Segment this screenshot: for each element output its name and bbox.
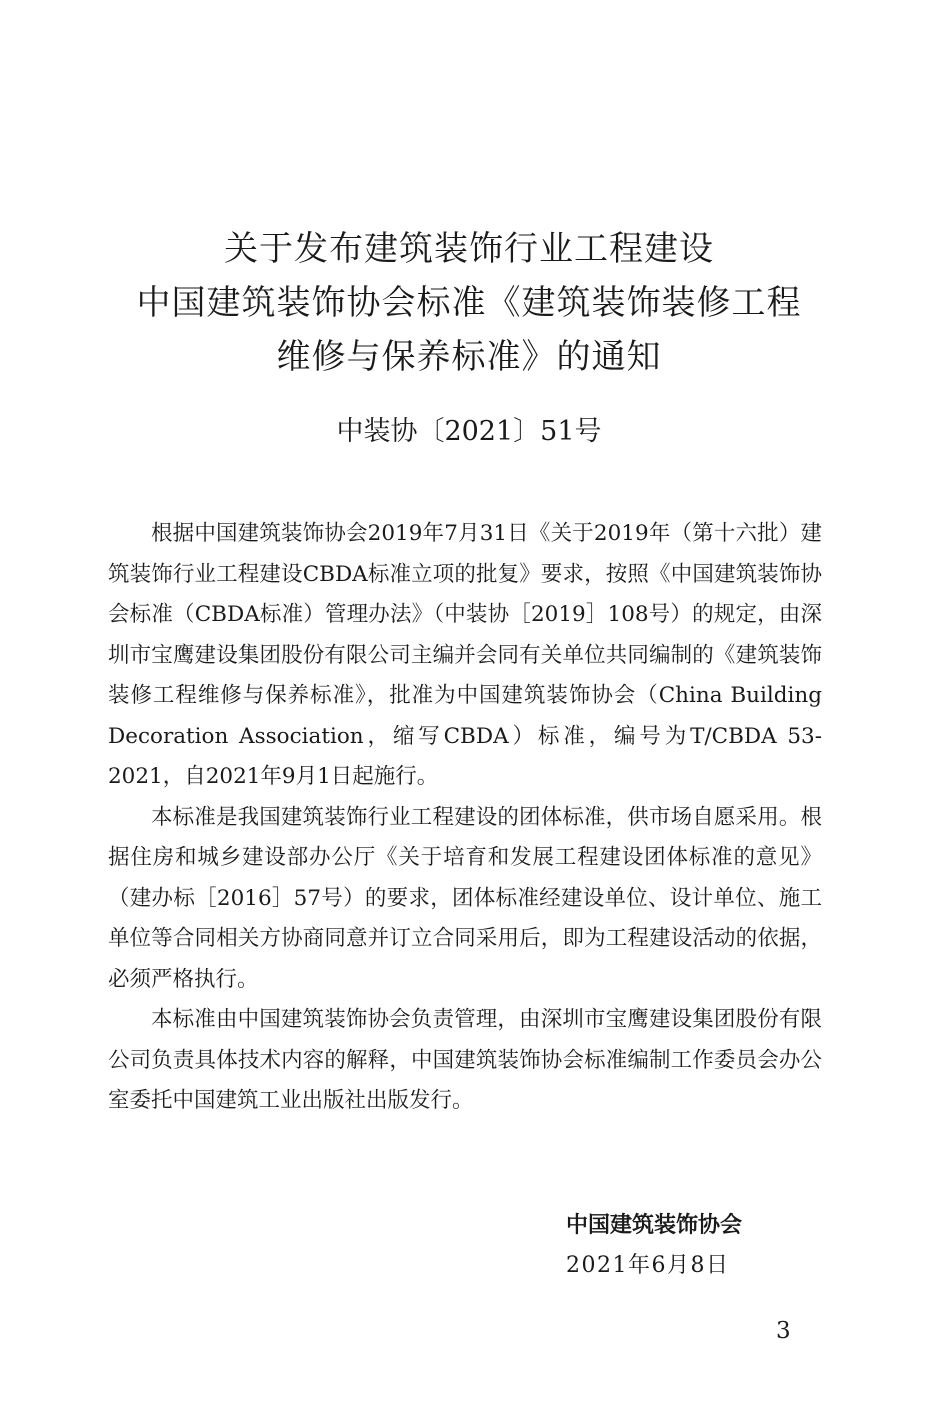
- signature-block: [566, 1206, 742, 1286]
- title-line-3: 维修与保养标准》的通知: [276, 337, 662, 377]
- paragraph-3: 本标准由中国建筑装饰协会负责管理，由深圳市宝鹰建设集团股份有限公司负责具体技术内容的解释，中国建筑装饰协会标准编制工作委员会办公室委托中国建筑工业出版社出版发行。: [108, 1007, 822, 1113]
- notice-title: [0, 222, 938, 384]
- issue-date: 2021年6月8日: [566, 1253, 730, 1278]
- paragraph-1: 根据中国建筑装饰协会2019年7月31日《关于2019年（第十六批）建筑装饰行业工程建设CBDA标准立项的批复》要求，按照《中国建筑装饰协会标准（CBDA标准）管理办法》（中装协［2019］108号）的规定，由深圳市宝鹰建设集团股份有限公司主编并会同有关单位共同编制的《建筑装饰装修工程维修与保养标准》，批准为中国建筑装饰协会（China Building Decoration Association，缩写CBDA）标准，编号为T/CBDA 53-2021，自2021年9月1日起施行。: [108, 521, 822, 789]
- page-number: 3: [776, 1318, 791, 1344]
- notice-body: [108, 514, 822, 1122]
- title-line-2: 中国建筑装饰协会标准《建筑装饰装修工程: [136, 283, 802, 323]
- document-number: 中装协〔2021〕51号: [336, 416, 602, 447]
- paragraph-2: 本标准是我国建筑装饰行业工程建设的团体标准，供市场自愿采用。根据住房和城乡建设部办公厅《关于培育和发展工程建设团体标准的意见》（建办标［2016］57号）的要求，团体标准经建设单位、设计单位、施工单位等合同相关方协商同意并订立合同采用后，即为工程建设活动的依据，必须严格执行。: [108, 804, 822, 992]
- title-line-1: 关于发布建筑装饰行业工程建设: [224, 229, 714, 269]
- issuer-name: 中国建筑装饰协会: [566, 1213, 743, 1238]
